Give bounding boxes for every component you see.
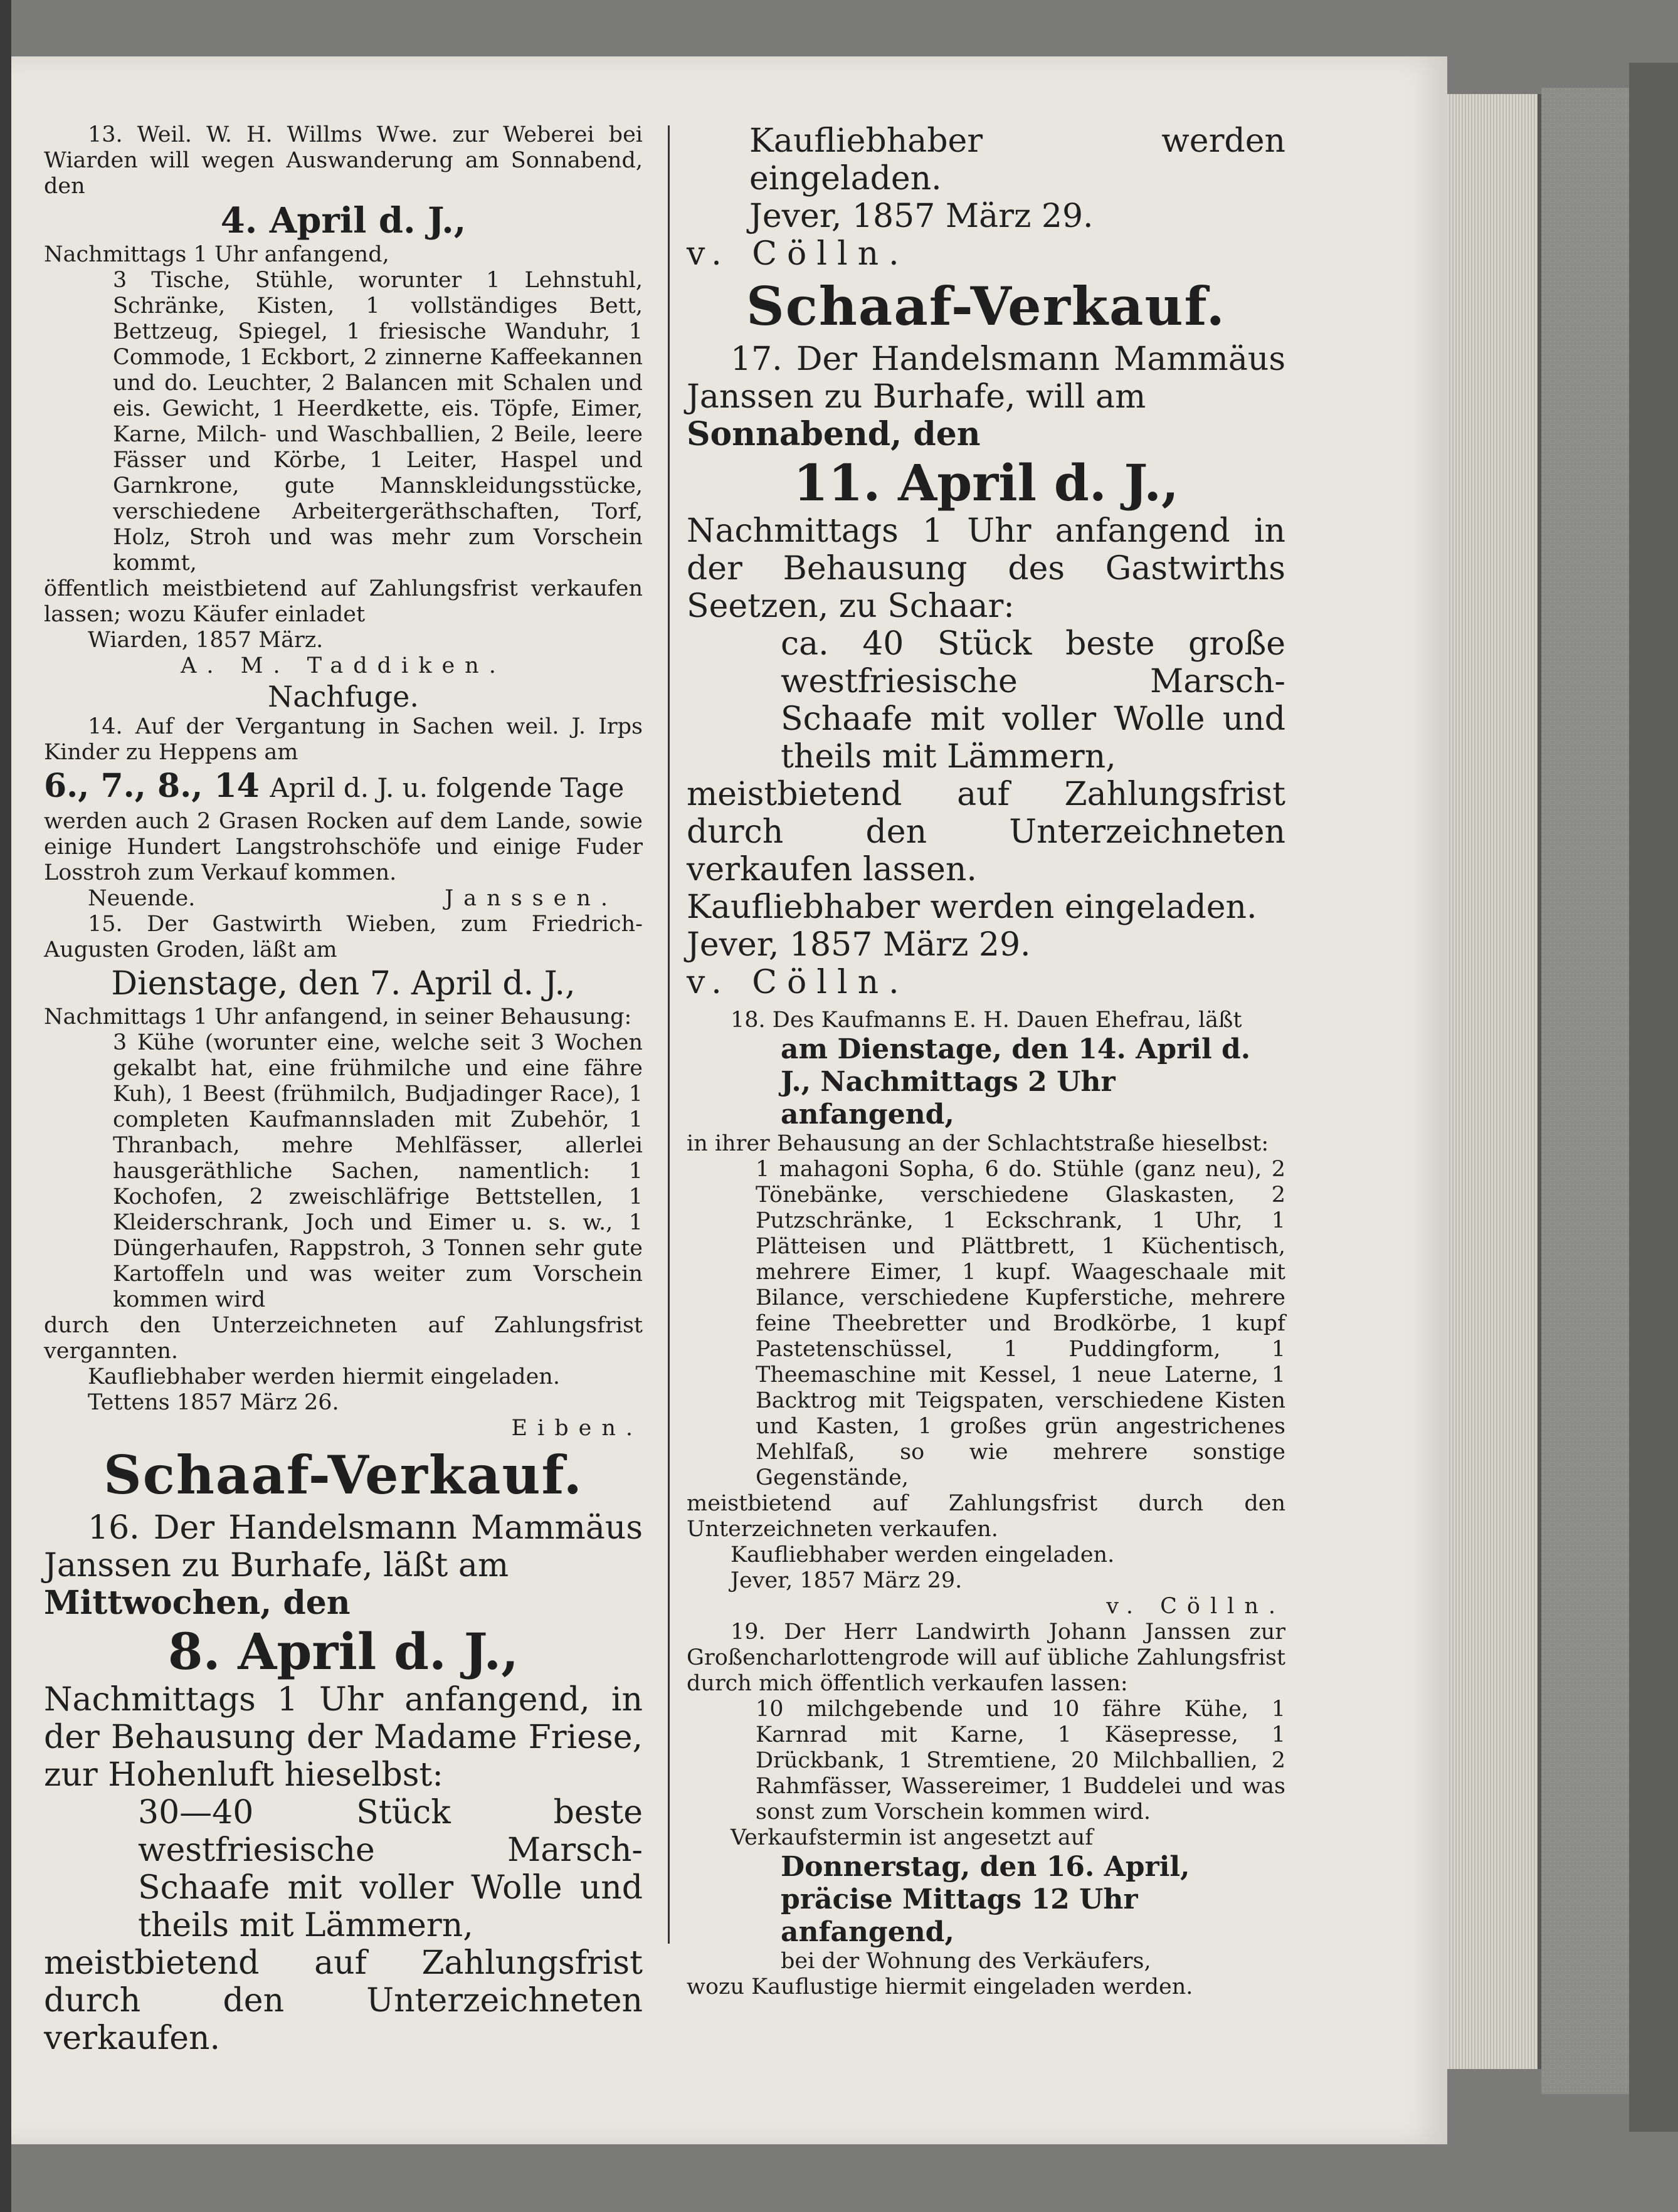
notice-18-place: in ihrer Behausung an der Schlachtstraße hieselbst:	[687, 1131, 1269, 1156]
notice-18-date: am Dienstage, den 14. April d. J., Nachmittags 2 Uhr anfangend,	[781, 1033, 1251, 1130]
notice-13-signature: A. M. Taddiken.	[181, 653, 506, 678]
schaaf-17-intro: 17. Der Handelsmann Mammäus Janssen zu Burhafe, will am	[687, 340, 1285, 416]
notice-19-intro: 19. Der Herr Landwirth Johann Janssen zur Großencharlottengrode will auf übliche Zahlungsfrist durch mich öffentlich verkaufen lassen:	[687, 1620, 1285, 1696]
schaaf-16-date: 8. April d. J.,	[167, 1622, 519, 1681]
notice-18	[687, 1008, 1285, 1620]
nachfuge-body: werden auch 2 Grasen Rocken auf dem Lande, sowie einige Hundert Langstrohschöfe und einige Fuder Losstroh zum Verkauf kommen.	[44, 809, 643, 885]
nachfuge-place: Neuende.	[88, 886, 196, 911]
notice-15-invite: Kaufliebhaber werden hiermit eingeladen.	[88, 1364, 560, 1389]
notice-15-items: 3 Kühe (worunter eine, welche seit 3 Wochen gekalbt hat, eine frühmilche und eine fähre Kuh), 1 Beest (frühmilch, Budjadinger Race), 1 completen Kaufmannsladen mit Zubehör, 1 Thranbach, mehre Mehlfässer, allerlei hausgeräthliche Sachen, namentlich: 1 Kochofen, 2 zweischläfrige Bettstellen, 1 Kleiderschrank, Joch und Eimer u. s. w., 1 Düngerhaufen, Rappstroh, 3 Tonnen sehr gute Kartoffeln und was weiter zum Vorschein kommen wird	[113, 1030, 643, 1312]
right-column	[687, 122, 1285, 2000]
nachfuge-dates-bold: 6., 7., 8., 14	[44, 767, 260, 805]
schaaf-verkauf-17	[687, 273, 1285, 1001]
notice-13	[44, 122, 643, 679]
schaaf-17-weekday: Sonnabend, den	[687, 415, 981, 453]
notice-15-closing: durch den Unterzeichneten auf Zahlungsfrist vergannten.	[44, 1313, 643, 1364]
carryover-place-date: Jever, 1857 März 29.	[749, 198, 1094, 235]
notice-13-intro: 13. Weil. W. H. Willms Wwe. zur Weberei bei Wiarden will wegen Auswanderung am Sonnabend, den	[44, 122, 643, 199]
carryover-signature: v. Cölln.	[687, 235, 909, 273]
schaaf-17-signature: v. Cölln.	[687, 964, 909, 1001]
book-spine	[1629, 63, 1678, 2132]
notice-15-signature: Eiben.	[511, 1416, 643, 1441]
left-column	[44, 122, 643, 2057]
notice-13-closing: öffentlich meistbietend auf Zahlungsfrist verkaufen lassen; wozu Käufer einladet	[44, 576, 643, 627]
schaaf-16-time: Nachmittags 1 Uhr anfangend, in der Behausung der Madame Friese, zur Hohenluft hieselbst:	[44, 1681, 643, 1794]
notice-18-invite: Kaufliebhaber werden eingeladen.	[731, 1542, 1115, 1567]
notice-18-intro: 18. Des Kaufmanns E. H. Dauen Ehefrau, läßt	[731, 1008, 1242, 1033]
schaaf-17-date: 11. April d. J.,	[793, 453, 1179, 512]
left-dark-strip	[0, 0, 11, 2212]
nachfuge-title: Nachfuge.	[267, 680, 419, 714]
notice-19-date: Donnerstag, den 16. April, präcise Mittags 12 Uhr anfangend,	[781, 1851, 1190, 1948]
schaaf-16-headline: Schaaf-Verkauf.	[103, 1444, 583, 1506]
schaaf-16-intro: 16. Der Handelsmann Mammäus Janssen zu Burhafe, läßt am	[44, 1509, 643, 1584]
notice-18-signature: v. Cölln.	[1106, 1594, 1285, 1619]
notice-19-closing: wozu Kauflustige hiermit eingeladen werden.	[687, 1974, 1193, 1999]
notice-19-term: Verkaufstermin ist angesetzt auf	[731, 1825, 1094, 1850]
nachfuge-dates	[44, 766, 643, 809]
notice-13-items: 3 Tische, Stühle, worunter 1 Lehnstuhl, Schränke, Kisten, 1 vollständiges Bett, Bettzeug, Spiegel, 1 friesische Wanduhr, 1 Commode, 1 Eckbort, 2 zinnerne Kaffeekannen und do. Leuchter, 2 Balancen mit Schalen und eis. Gewicht, 1 Heerdkette, eis. Töpfe, Eimer, Karne, Milch- und Waschballien, 2 Beile, leere Fässer und Körbe, 1 Leiter, Haspel und Garnkrone, gute Mannskleidungsstücke, verschiedene Arbeitergeräthschaften, Torf, Holz, Stroh und was mehr zum Vorschein kommt,	[113, 268, 643, 576]
notice-19-date-rest: bei der Wohnung des Verkäufers,	[781, 1949, 1151, 1974]
notice-13-time: Nachmittags 1 Uhr anfangend,	[44, 242, 389, 267]
schaaf-17-invite: Kaufliebhaber werden eingeladen.	[687, 888, 1257, 926]
notice-13-place-date: Wiarden, 1857 März.	[88, 628, 324, 653]
schaaf-16-closing: meistbietend auf Zahlungsfrist durch den Unterzeichneten verkaufen.	[44, 1944, 643, 2057]
schaaf-17-headline: Schaaf-Verkauf.	[746, 275, 1226, 337]
nachfuge	[44, 679, 643, 912]
schaaf-17-closing: meistbietend auf Zahlungsfrist durch den Unterzeichneten verkaufen lassen.	[687, 776, 1285, 888]
notice-18-items: 1 mahagoni Sopha, 6 do. Stühle (ganz neu), 2 Tönebänke, verschiedene Glaskasten, 2 Putzschränke, 1 Eckschrank, 1 Uhr, 1 Plätteisen und Plättbrett, 1 Küchentisch, mehrere Eimer, 1 kupf. Waageschaale mit Bilance, verschiedene Kupferstiche, mehrere feine Theebretter und Brodkörbe, 1 kupf Pastetenschüssel, 1 Puddingform, 1 Theemaschine mit Kessel, 1 neue Laterne, 1 Backtrog mit Teigspaten, verschiedene Kisten und Kasten, 1 großes grün angestrichenes Mehlfaß, so wie mehrere sonstige Gegenstände,	[756, 1157, 1285, 1490]
schaaf-17-time: Nachmittags 1 Uhr anfangend in der Behausung des Gastwirths Seetzen, zu Schaar:	[687, 512, 1285, 625]
nachfuge-dates-rest: April d. J. u. folgende Tage	[270, 772, 625, 803]
column-divider	[668, 125, 670, 1944]
notice-18-place-date: Jever, 1857 März 29.	[731, 1568, 963, 1593]
notice-15-date: Dienstage, den 7. April d. J.,	[111, 965, 576, 1003]
nachfuge-signature: Janssen.	[445, 886, 618, 911]
carryover-invite: Kaufliebhaber werden eingeladen.	[749, 122, 1285, 198]
schaaf-16-items: 30—40 Stück beste westfriesische Marsch-Schaafe mit voller Wolle und theils mit Lämmern,	[138, 1794, 643, 1944]
notice-19	[687, 1620, 1285, 2000]
page-edges	[1447, 94, 1541, 2069]
book-cover	[1541, 88, 1629, 2094]
carryover	[687, 122, 1285, 273]
notice-18-closing: meistbietend auf Zahlungsfrist durch den Unterzeichneten verkaufen.	[687, 1491, 1285, 1542]
spacer	[687, 1001, 1285, 1008]
schaaf-verkauf-16	[44, 1441, 643, 2057]
notice-15-time: Nachmittags 1 Uhr anfangend, in seiner Behausung:	[44, 1004, 632, 1030]
nachfuge-intro: 14. Auf der Vergantung in Sachen weil. J. Irps Kinder zu Heppens am	[44, 714, 643, 765]
notice-15	[44, 912, 643, 1441]
notice-13-date: 4. April d. J.,	[220, 200, 467, 241]
schaaf-17-place-date: Jever, 1857 März 29.	[687, 926, 1031, 964]
schaaf-17-items: ca. 40 Stück beste große westfriesische Marsch-Schaafe mit voller Wolle und theils mit Lämmern,	[781, 625, 1285, 776]
notice-15-place-date: Tettens 1857 März 26.	[88, 1390, 339, 1415]
nachfuge-footer	[44, 886, 643, 912]
schaaf-16-weekday: Mittwochen, den	[44, 1584, 351, 1622]
notice-15-intro: 15. Der Gastwirth Wieben, zum Friedrich-Augusten Groden, läßt am	[44, 912, 643, 962]
notice-19-items: 10 milchgebende und 10 fähre Kühe, 1 Karnrad mit Karne, 1 Käsepresse, 1 Drückbank, 1 Stremtiene, 20 Milchballien, 2 Rahmfässer, Wassereimer, 1 Buddelei und was sonst zum Vorschein kommen wird.	[756, 1697, 1285, 1825]
